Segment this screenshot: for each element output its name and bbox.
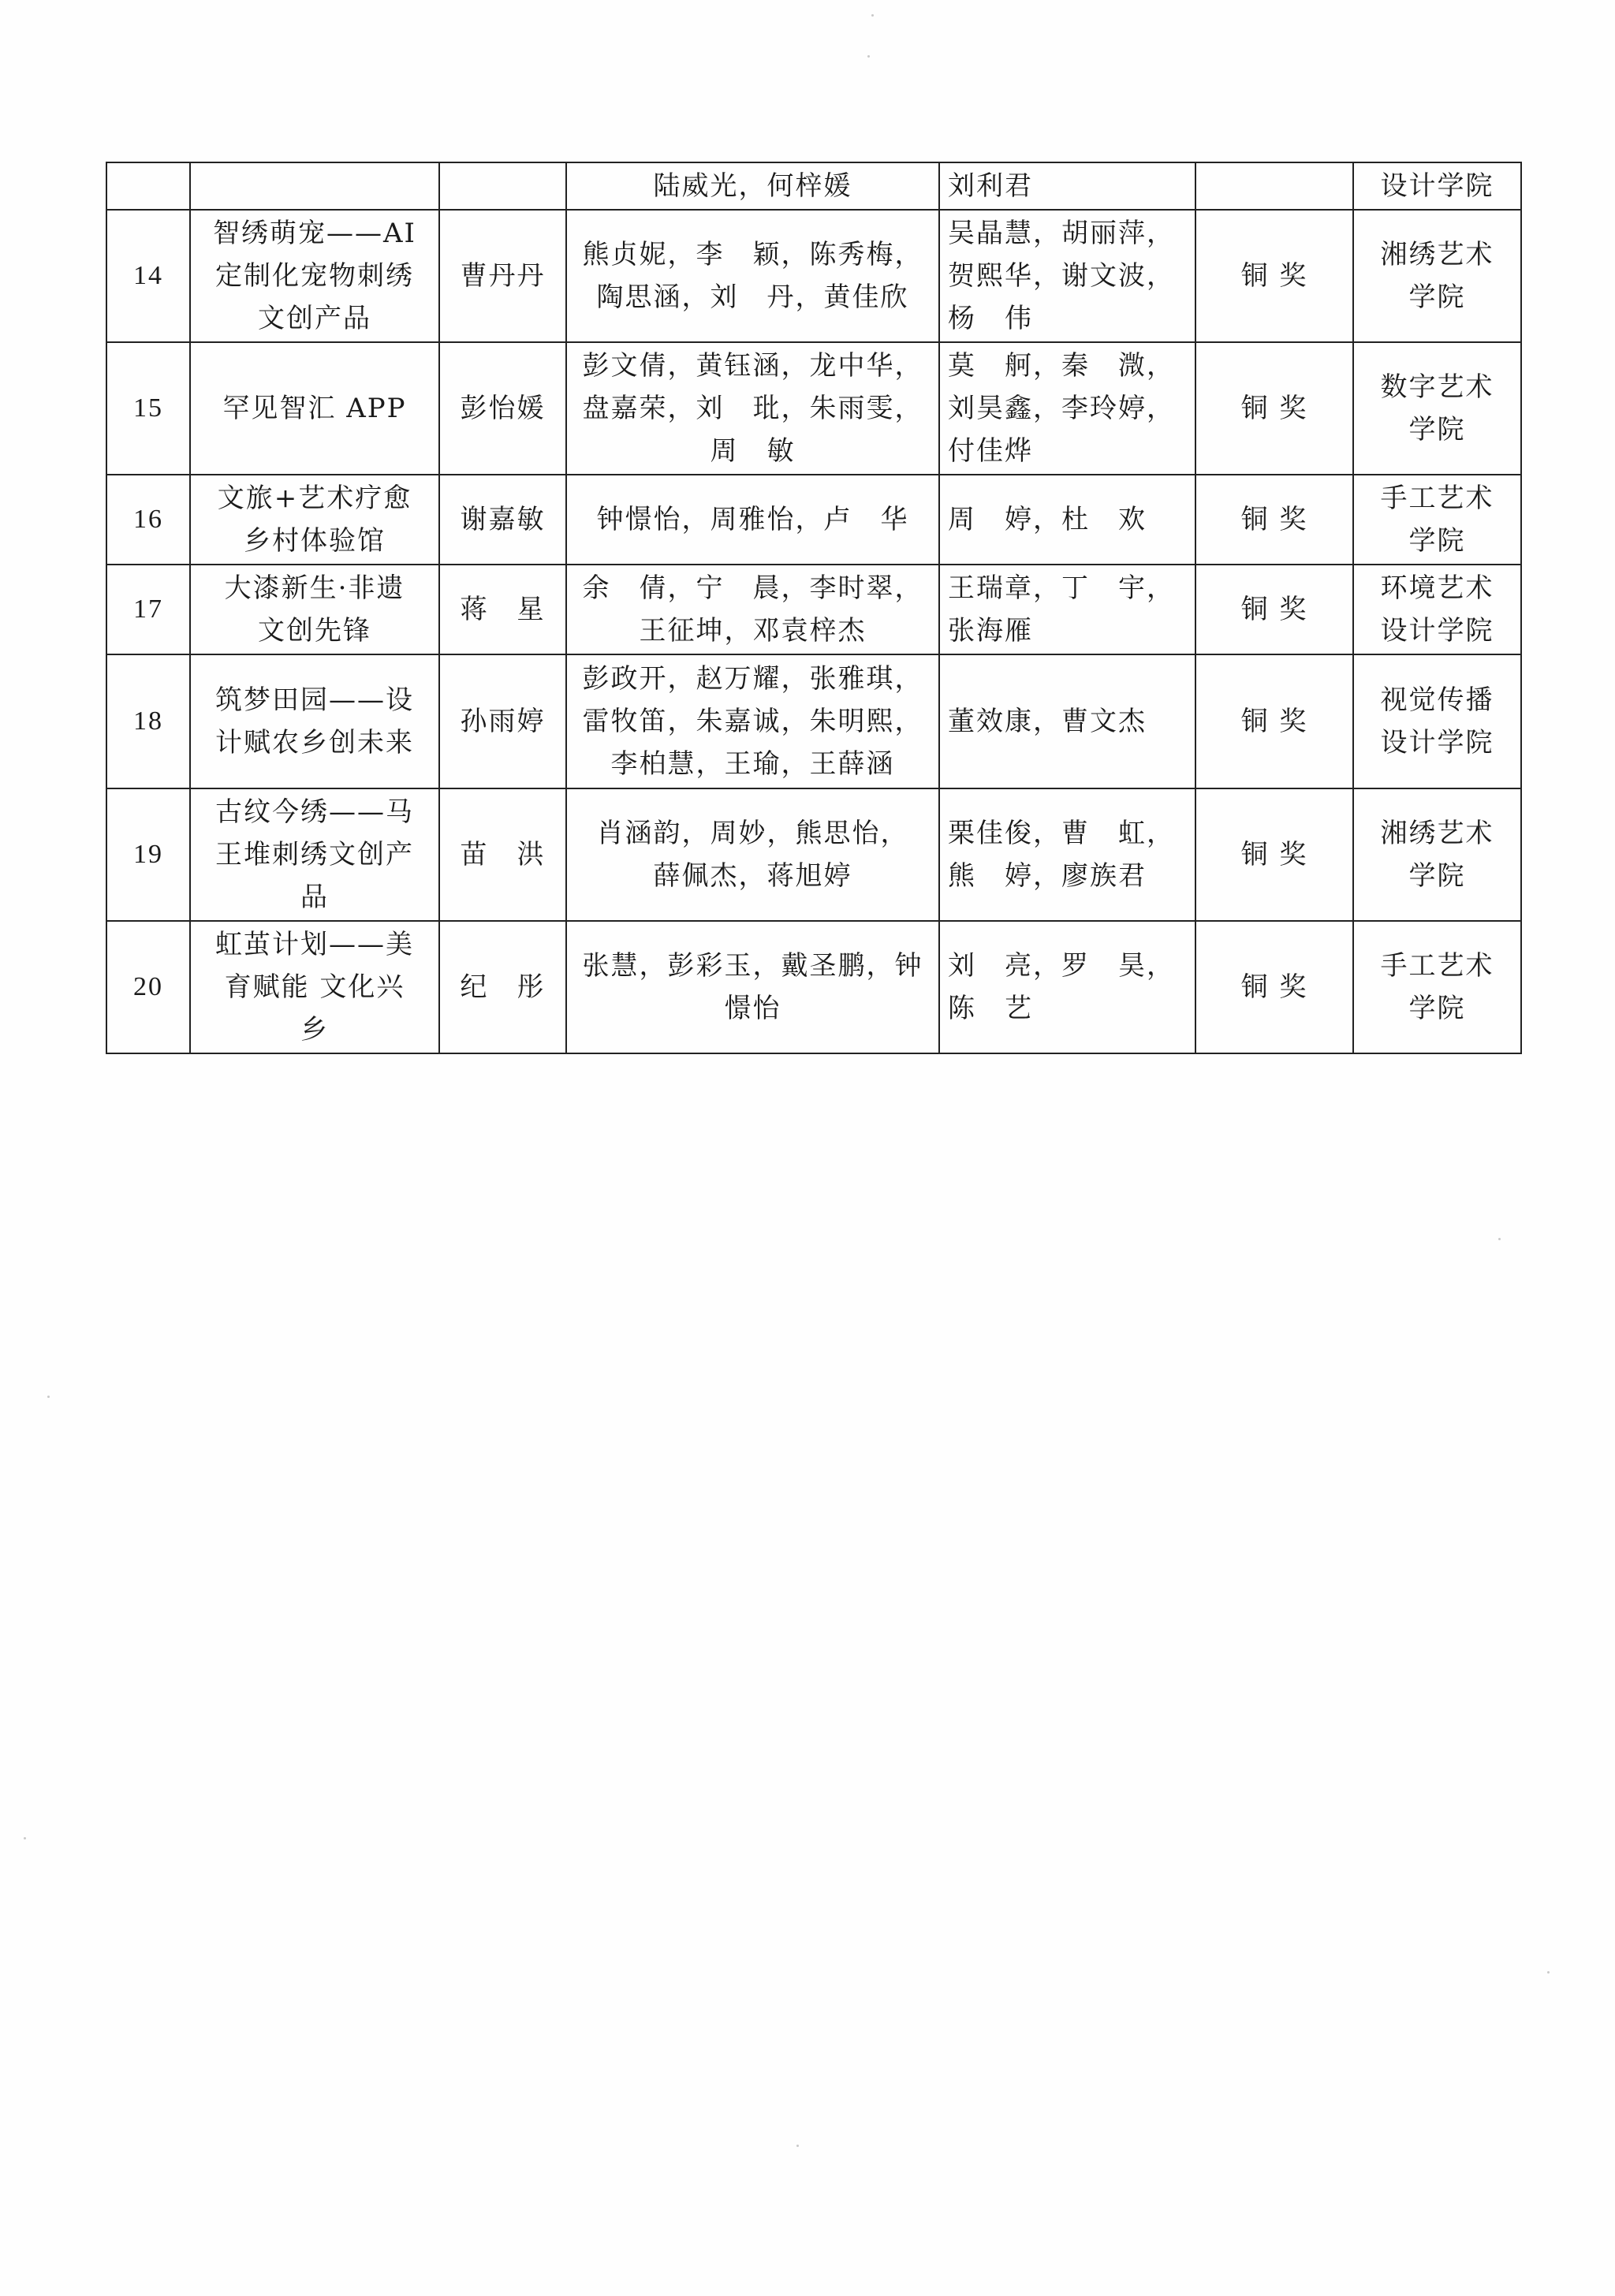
cell-leader: 彭怡媛 bbox=[439, 342, 566, 475]
cell-advisors bbox=[939, 921, 1195, 1053]
cell-no bbox=[106, 162, 190, 210]
cell-college bbox=[1353, 342, 1521, 475]
table-row bbox=[106, 342, 1521, 475]
cell-project-line: 王堆刺绣文创产 bbox=[215, 839, 414, 870]
cell-project bbox=[190, 210, 439, 342]
cell-members bbox=[566, 788, 939, 921]
cell-project-line: 虹茧计划——美 bbox=[215, 929, 414, 960]
cell-college-line: 湘绣艺术 bbox=[1380, 818, 1494, 849]
cell-advisors-line: 熊 婷，廖族君 bbox=[948, 860, 1147, 892]
cell-advisors-line: 刘利君 bbox=[948, 170, 1033, 202]
cell-no: 17 bbox=[106, 565, 190, 654]
cell-advisors-line: 莫 舸，秦 溦， bbox=[948, 350, 1175, 382]
cell-advisors bbox=[939, 210, 1195, 342]
cell-project-line: 文创产品 bbox=[258, 303, 371, 334]
cell-advisors-line: 贺熙华，谢文波， bbox=[948, 260, 1175, 292]
cell-college bbox=[1353, 654, 1521, 788]
cell-project bbox=[190, 921, 439, 1053]
cell-members-line: 盘嘉荣，刘 玭，朱雨雯， bbox=[582, 393, 923, 424]
cell-advisors-line: 董效康，曹文杰 bbox=[948, 706, 1147, 737]
cell-members-line: 王征坤，邓袁梓杰 bbox=[639, 615, 867, 647]
table-row bbox=[106, 565, 1521, 654]
cell-leader: 苗 洪 bbox=[439, 788, 566, 921]
cell-college-line: 学院 bbox=[1408, 993, 1466, 1024]
cell-advisors-line: 吴晶慧，胡丽萍， bbox=[948, 218, 1175, 249]
cell-college-line: 数字艺术 bbox=[1380, 371, 1494, 403]
cell-members-line: 熊贞妮，李 颖，陈秀梅， bbox=[582, 239, 923, 270]
cell-members-line: 张慧，彭彩玉，戴圣鹏，钟 bbox=[582, 950, 923, 982]
cell-project-line: 品 bbox=[300, 882, 329, 913]
cell-college bbox=[1353, 210, 1521, 342]
cell-project bbox=[190, 565, 439, 654]
cell-college-line: 手工艺术 bbox=[1380, 950, 1494, 982]
cell-college bbox=[1353, 788, 1521, 921]
cell-no: 14 bbox=[106, 210, 190, 342]
cell-award: 铜 奖 bbox=[1195, 565, 1353, 654]
cell-project-line: 定制化宠物刺绣 bbox=[215, 260, 414, 292]
cell-project-line: 文创先锋 bbox=[258, 615, 371, 647]
cell-advisors-line: 刘 亮，罗 昊， bbox=[948, 950, 1175, 982]
cell-project-line: 大漆新生·非遗 bbox=[224, 572, 405, 604]
cell-no: 16 bbox=[106, 475, 190, 565]
cell-award: 铜 奖 bbox=[1195, 654, 1353, 788]
cell-college: 设计学院 bbox=[1353, 162, 1521, 210]
cell-college-line: 学院 bbox=[1408, 281, 1466, 313]
cell-members: 陆威光，何梓媛 bbox=[566, 162, 939, 210]
cell-members-line: 彭文倩，黄钰涵，龙中华， bbox=[582, 350, 923, 382]
cell-leader: 谢嘉敏 bbox=[439, 475, 566, 565]
scan-speck bbox=[24, 1837, 26, 1839]
cell-members bbox=[566, 210, 939, 342]
cell-project-line: 育赋能 文化兴 bbox=[224, 971, 405, 1003]
scan-speck bbox=[796, 2145, 799, 2147]
cell-project-line: 古纹今绣——马 bbox=[215, 796, 414, 828]
cell-members-line: 肖涵韵，周妙，熊思怡， bbox=[596, 818, 909, 849]
cell-no: 15 bbox=[106, 342, 190, 475]
cell-college bbox=[1353, 921, 1521, 1053]
cell-members bbox=[566, 565, 939, 654]
table-row bbox=[106, 654, 1521, 788]
cell-award: 铜 奖 bbox=[1195, 342, 1353, 475]
cell-members-line: 彭政开，赵万耀，张雅琪， bbox=[582, 663, 923, 695]
cell-leader: 蒋 星 bbox=[439, 565, 566, 654]
cell-leader: 孙雨婷 bbox=[439, 654, 566, 788]
cell-college-line: 视觉传播 bbox=[1380, 684, 1494, 716]
cell-advisors-line: 王瑞章，丁 宇， bbox=[948, 572, 1175, 604]
cell-members-line: 余 倩，宁 晨，李时翠， bbox=[582, 572, 923, 604]
cell-award: 铜 奖 bbox=[1195, 921, 1353, 1053]
awards-table bbox=[106, 162, 1522, 1054]
cell-advisors bbox=[939, 162, 1195, 210]
cell-advisors bbox=[939, 788, 1195, 921]
cell-project-line: 文旅+艺术疗愈 bbox=[217, 483, 412, 514]
cell-project-line: 筑梦田园——设 bbox=[215, 684, 414, 716]
cell-award: 铜 奖 bbox=[1195, 475, 1353, 565]
cell-leader: 纪 彤 bbox=[439, 921, 566, 1053]
cell-advisors-line: 杨 伟 bbox=[948, 303, 1033, 334]
cell-college-line: 设计学院 bbox=[1380, 615, 1494, 647]
table-row-continuation bbox=[106, 162, 1521, 210]
scan-speck bbox=[47, 1396, 50, 1398]
cell-no: 20 bbox=[106, 921, 190, 1053]
cell-advisors-line: 周 婷，杜 欢 bbox=[948, 504, 1147, 535]
cell-members-line: 憬怡 bbox=[724, 993, 781, 1024]
cell-college-line: 设计学院 bbox=[1380, 727, 1494, 758]
scan-speck bbox=[867, 55, 870, 58]
cell-project bbox=[190, 342, 439, 475]
cell-leader: 曹丹丹 bbox=[439, 210, 566, 342]
cell-members bbox=[566, 342, 939, 475]
cell-advisors bbox=[939, 342, 1195, 475]
cell-members-line: 钟憬怡，周雅怡，卢 华 bbox=[596, 504, 909, 535]
cell-college-line: 学院 bbox=[1408, 525, 1466, 557]
scan-speck bbox=[871, 14, 874, 17]
cell-college-line: 学院 bbox=[1408, 860, 1466, 892]
cell-advisors-line: 栗佳俊，曹 虹， bbox=[948, 818, 1175, 849]
cell-project-line: 乡村体验馆 bbox=[244, 525, 386, 557]
cell-project-line: 计赋农乡创未来 bbox=[215, 727, 414, 758]
cell-award: 铜 奖 bbox=[1195, 788, 1353, 921]
cell-members-line: 陶思涵，刘 丹，黄佳欣 bbox=[596, 281, 909, 313]
cell-advisors bbox=[939, 654, 1195, 788]
cell-project bbox=[190, 654, 439, 788]
cell-project bbox=[190, 788, 439, 921]
table-row bbox=[106, 475, 1521, 565]
cell-no: 19 bbox=[106, 788, 190, 921]
table-row bbox=[106, 210, 1521, 342]
cell-college-line: 环境艺术 bbox=[1380, 572, 1494, 604]
cell-advisors-line: 张海雁 bbox=[948, 615, 1033, 647]
cell-college bbox=[1353, 475, 1521, 565]
cell-leader bbox=[439, 162, 566, 210]
scan-speck bbox=[1498, 1238, 1501, 1240]
cell-project-line: 乡 bbox=[300, 1014, 329, 1046]
cell-project-line: 罕见智汇 APP bbox=[222, 393, 407, 424]
cell-advisors bbox=[939, 565, 1195, 654]
cell-project bbox=[190, 162, 439, 210]
cell-members bbox=[566, 921, 939, 1053]
scan-speck bbox=[1547, 1971, 1550, 1974]
cell-award bbox=[1195, 162, 1353, 210]
cell-award: 铜 奖 bbox=[1195, 210, 1353, 342]
cell-members bbox=[566, 475, 939, 565]
cell-advisors-line: 陈 艺 bbox=[948, 993, 1033, 1024]
cell-college bbox=[1353, 565, 1521, 654]
cell-members-line: 周 敏 bbox=[710, 435, 796, 467]
cell-college-line: 学院 bbox=[1408, 414, 1466, 445]
cell-members bbox=[566, 654, 939, 788]
cell-project-line: 智绣萌宠——AI bbox=[213, 218, 416, 249]
cell-members-line: 薛佩杰，蒋旭婷 bbox=[653, 860, 852, 892]
cell-project bbox=[190, 475, 439, 565]
cell-advisors-line: 付佳烨 bbox=[948, 435, 1033, 467]
cell-no: 18 bbox=[106, 654, 190, 788]
table-row bbox=[106, 788, 1521, 921]
cell-members-line: 雷牧笛，朱嘉诚，朱明熙， bbox=[582, 706, 923, 737]
cell-college-line: 湘绣艺术 bbox=[1380, 239, 1494, 270]
cell-advisors bbox=[939, 475, 1195, 565]
cell-college-line: 手工艺术 bbox=[1380, 483, 1494, 514]
cell-advisors-line: 刘昊鑫，李玲婷， bbox=[948, 393, 1175, 424]
table-row bbox=[106, 921, 1521, 1053]
cell-members-line: 李柏慧，王瑜，王薛涵 bbox=[610, 748, 895, 780]
